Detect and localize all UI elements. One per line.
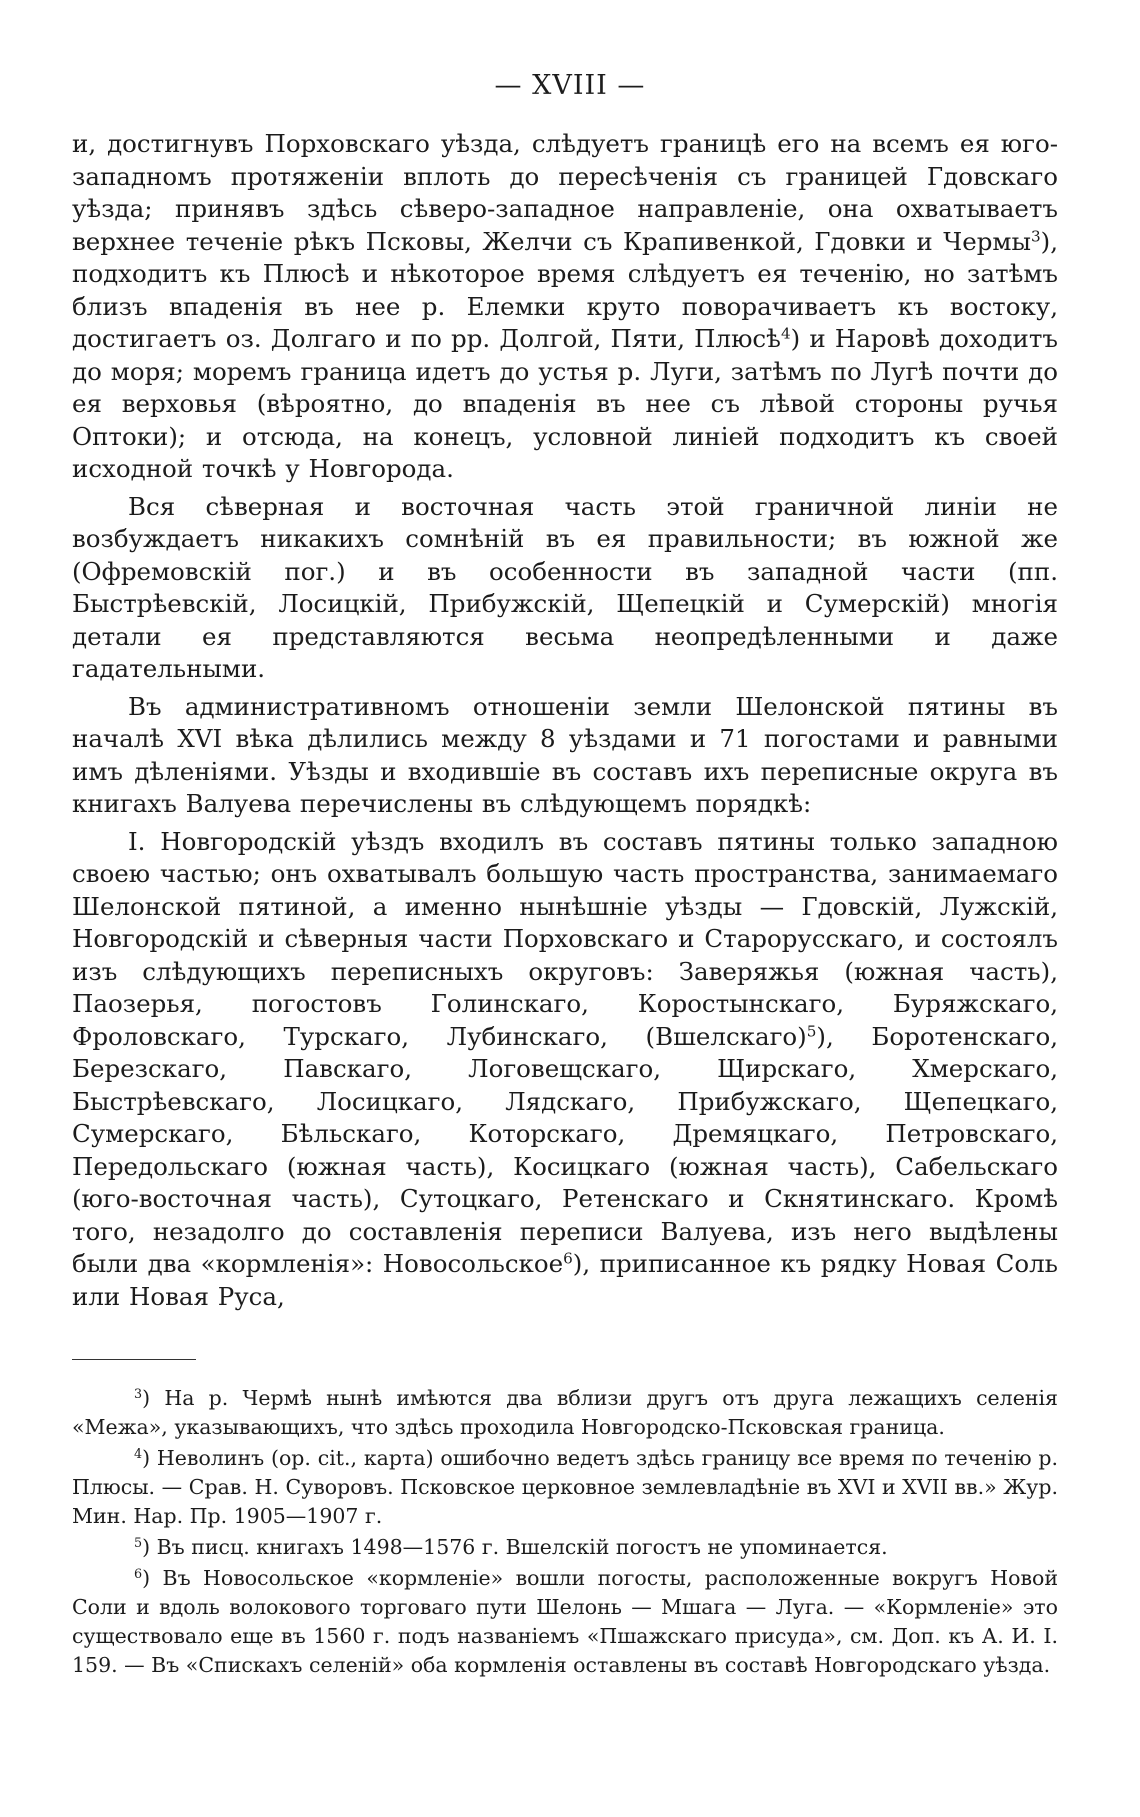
footnote bbox=[72, 1533, 1058, 1562]
footnote-paren: ) bbox=[142, 1535, 157, 1559]
text-run: ) и Наровѣ доходитъ до моря; моремъ граница идетъ до устья р. Луги, затѣмъ по Лугѣ почти до ея верховья (вѣроятно, до впаденія въ нее съ лѣвой стороны ручья Оптоки); и отсюда, на конецъ, условной линіей подходитъ къ своей исходной точкѣ у Новгорода. bbox=[72, 324, 1058, 483]
paragraph bbox=[72, 826, 1058, 1314]
text-run: ), приписанное къ рядку Новая Соль или Новая Руса, bbox=[72, 1249, 1058, 1311]
footnote-number: 6 bbox=[134, 1566, 143, 1582]
footnote bbox=[72, 1564, 1058, 1680]
footnote-text: Въ писц. книгахъ 1498—1576 г. Вшелскій погостъ не упоминается. bbox=[156, 1535, 888, 1559]
footnote bbox=[72, 1384, 1058, 1442]
text-run: и, достигнувъ Порховскаго уѣзда, слѣдуетъ границѣ его на всемъ ея юго-западномъ протяженіи вплоть до пересѣченія съ границей Гдовскаго уѣзда; принявъ здѣсь сѣверо-западное направленіе, она охватываетъ верхнее теченіе рѣкъ Псковы, Желчи съ Крапивенкой, Гдовки и Чермы bbox=[72, 129, 1058, 256]
footnote-marker: 5 bbox=[806, 1022, 817, 1041]
text-run: Вся сѣверная и восточная часть этой граничной линіи не возбуждаетъ никакихъ сомнѣній въ ея правильности; въ южной же (Офремовскій пог.) и въ особенности въ западной части (пп. Быстрѣевскій, Лосицкій, Прибужскій, Щепецкій и Сумерскій) многія детали ея представляются весьма неопредѣленными и даже гадательными. bbox=[72, 491, 1058, 683]
text-run: ), подходитъ къ Плюсѣ и нѣкоторое время слѣдуетъ ея теченію, но затѣмъ близъ впаденія въ нее р. Елемки круто поворачиваетъ къ востоку, достигаетъ оз. Долгаго и по рр. Долгой, Пяти, Плюсѣ bbox=[72, 226, 1058, 353]
footnotes bbox=[72, 1384, 1058, 1682]
paragraph bbox=[72, 691, 1058, 821]
footnote-text: Въ Новосольское «кормленіе» вошли погосты, расположенные вокругъ Новой Соли и вдоль волокового торговаго пути Шелонь — Мшага — Луга. — «Кормленіе» это существовало еще въ 1560 г. подъ названіемъ «Пшажскаго присуда», см. Доп. къ А. И. I. 159. — Въ «Спискахъ селеній» оба кормленія оставлены въ составѣ Новгородскаго уѣзда. bbox=[72, 1566, 1058, 1677]
footnote-marker: 3 bbox=[1030, 227, 1041, 246]
footnote-separator bbox=[72, 1359, 196, 1360]
footnote-marker: 4 bbox=[780, 324, 791, 343]
footnote-number: 4 bbox=[134, 1446, 143, 1462]
footnote-paren: ) bbox=[142, 1386, 165, 1410]
footnote bbox=[72, 1444, 1058, 1531]
footnote-marker: 6 bbox=[563, 1249, 573, 1268]
text-run: I. Новгородскій уѣздъ входилъ въ составъ пятины только западною своею частью; онъ охватывалъ большую часть пространства, занимаемаго Шелонской пятиной, а именно нынѣшніе уѣзды — Гдовскій, Лужскій, Новгородскій и сѣверныя части Порховскаго и Старорусскаго, и состоялъ изъ слѣдующихъ переписныхъ округовъ: Заверяжья (южная часть), Паозерья, погостовъ Голинскаго, Коростынскаго, Буряжскаго, Фроловскаго, Турскаго, Лубинскаго, (Вшелскаго) bbox=[72, 826, 1058, 1051]
text-run: ), Боротенскаго, Березскаго, Павскаго, Логовещскаго, Щирскаго, Хмерскаго, Быстрѣевскаго, Лосицкаго, Лядскаго, Прибужскаго, Щепецкаго, Сумерскаго, Бѣльскаго, Которскаго, Дремяцкаго, Петровскаго, Передольскаго (южная часть), Косицкаго (южная часть), Сабельскаго (юго-восточная часть), Сутоцкаго, Ретенскаго и Скнятинскаго. Кромѣ того, незадолго до составленія переписи Валуева, изъ него выдѣлены были два «кормленія»: Новосольское bbox=[72, 1021, 1058, 1278]
footnote-paren: ) bbox=[142, 1446, 157, 1470]
paragraph bbox=[72, 128, 1058, 486]
paragraph bbox=[72, 491, 1058, 686]
footnote-number: 3 bbox=[134, 1386, 143, 1402]
text-run: Въ административномъ отношеніи земли Шелонской пятины въ началѣ XVI вѣка дѣлились между 8 уѣздами и 71 погостами и равными имъ дѣленіями. Уѣзды и входившіе въ составъ ихъ переписные округа въ книгахъ Валуева перечислены въ слѣдующемъ порядкѣ: bbox=[72, 691, 1058, 818]
main-text bbox=[72, 128, 1058, 1318]
footnote-text: Неволинъ (ор. cit., карта) ошибочно ведетъ здѣсь границу все время по теченію р. Плюсы. — Срав. Н. Суворовъ. Псковское церковное землевладѣніе въ XVI и XVII вв.» Жур. Мин. Нар. Пр. 1905—1907 г. bbox=[72, 1446, 1058, 1528]
footnote-paren: ) bbox=[142, 1566, 163, 1590]
footnote-text: На р. Чермѣ нынѣ имѣются два вблизи другъ отъ друга лежащихъ селенія «Межа», указывающихъ, что здѣсь проходила Новгородско-Псковская граница. bbox=[72, 1386, 1058, 1439]
footnote-number: 5 bbox=[134, 1535, 143, 1551]
page-number: — XVIII — bbox=[494, 70, 646, 101]
